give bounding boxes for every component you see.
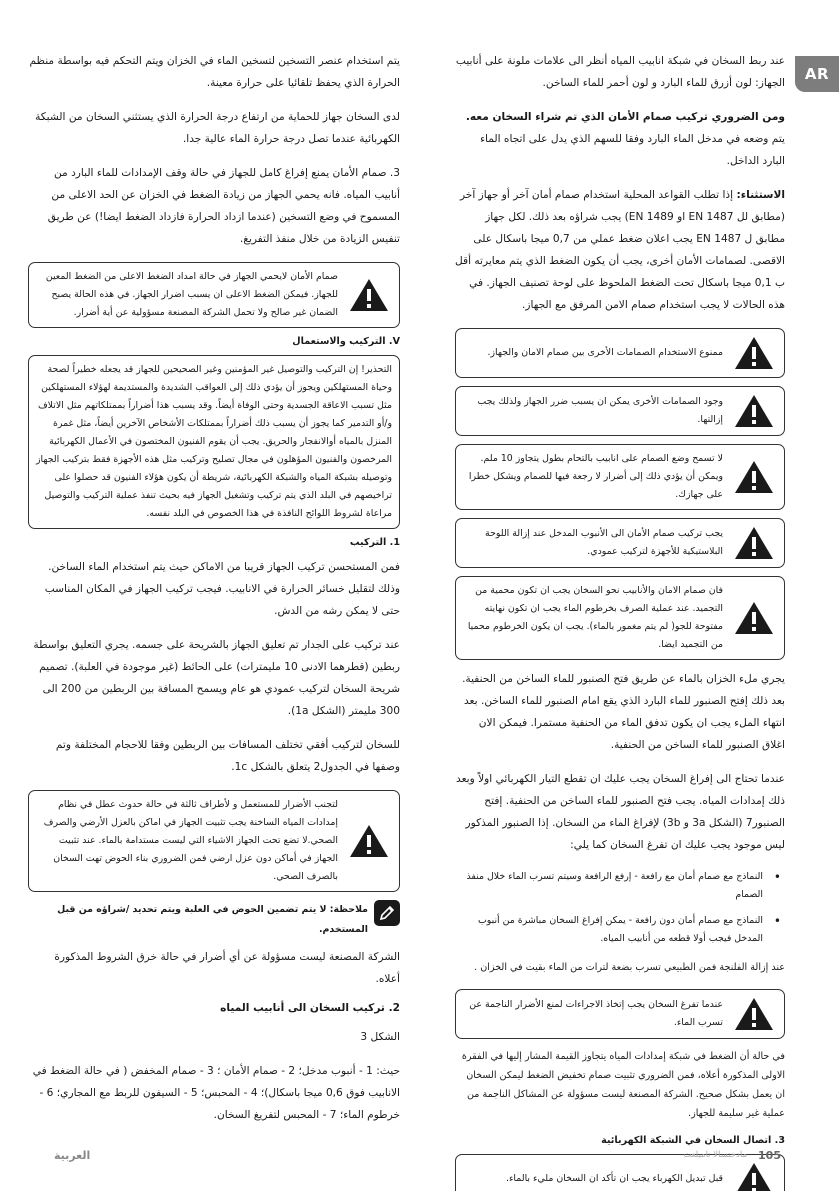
paragraph-mount-location: فمن المستحسن تركيب الجهاز قريبا من الاماكن حيث يتم استخدام الماء الساخن. وذلك لتقليل خسائر الحرارة في الانابيب. فيجب تركيب الجهاز في المكان المناسب حتى لا يمكن رشه من الدش. <box>44 561 400 617</box>
paragraph-mount-horizontal: للسخان لتركيب أفقي تختلف المسافات بين الربطين وفقا للاحجام المختلفة وتم وصفها في الجدول2 يتعلق بالشكل 1c. <box>55 739 400 773</box>
warning-box <box>455 576 785 660</box>
list-item: • النماذج مع صمام أمان مع رافعة - إرفع الرافعة وسيتم تسرب الماء خلال منفذ الصمام <box>455 868 785 904</box>
paragraph-pressure: في حالة أن الضغط في شبكة إمدادات المياه يتجاوز القيمة المشار إليها في الفقرة الاولى المذكورة أعلاه، فمن الضروري تثبيت صمام تخفيض الضغط ليمكن السخان ان يعمل بشكل صحيح. الشركة المصنعة ليست مسؤولة عن المشاكل الناجمة من عملية غير سليمة للجهاز. <box>461 1051 785 1119</box>
warning-triangle-icon <box>346 822 392 860</box>
pencil-note-icon <box>374 900 400 926</box>
warning-box <box>455 386 785 436</box>
valve-emphasis: ومن الضروري تركيب صمام الأمان الذي تم شراء السخان معه. <box>465 111 785 123</box>
paragraph-valve <box>455 106 785 172</box>
warning-text: عندما تفرغ السخان يجب إتخاذ الاجراءات لمنع الأضرار الناجمة عن تسرب الماء. <box>469 999 723 1028</box>
warning-text: ممنوع الاستخدام الصمامات الأخرى بين صمام الامان والجهاز. <box>487 347 723 358</box>
paragraph-protection: لدى السخان جهاز للحماية من ارتفاع درجة الحرارة الذي يستثني السخان من الشبكة الكهربائية عندما تصل درجة حرارة الماء عالية جدا. <box>35 111 400 145</box>
section-heading-pipes: 2. تركيب السخان الى أنابيب المياه <box>220 1002 400 1014</box>
paragraph-drain: عندما تحتاج الى إفراغ السخان يجب عليك ان تقطع التيار الكهربائي اولاً وبعد ذلك إمدادات المياه. يجب فتح الصنبور للماء الساخن من الحنفية. إفتح الصنبور7 (الشكل 3a و 3b) لإفراغ الماء من السخان. إذا الصنبور المذكور ليس موجود يجب عليك ان تفرغ السخان كما يلي: <box>456 773 785 851</box>
language-tab: AR <box>795 56 839 92</box>
section-heading-mount: 1. التركيب <box>349 537 400 548</box>
valve-text: يتم وضعه في مدخل الماء البارد وفقا للسهم الذي يدل على اتجاه الماء البارد الداخل. <box>480 133 785 167</box>
figure-label: الشكل 3 <box>360 1031 400 1043</box>
warning-triangle-icon <box>731 334 777 372</box>
warning-text: التحذير! إن التركيب والتوصيل غير المؤمنين وغير الصحيحين للجهاز قد يجعله خطيراً لصحة وحياة المستهلكين ويجوز أن يؤدي ذلك إلى العواقب الشديدة والمستديمة لهؤلاء المستهلكين مثل تسبب الاعاقة الجسدية وحتى الوفاة أيضاً. وقد يسبب هذا أضراراً بممتلكاتهم مثل الاتلاف و/أو التدمير كما يجوز أن يسبب ذلك أضراراً بممتلكات الأشخاص الآخرين أيضاً، مثل غمرة المنزل بالمياه أوالانفجار والحريق. يجب أن يقوم الفنيون المختصون في الأعمال الكهربائية المرخصون والفنيون المؤهلون في مجال تصليح وتركيب مثل هذه الأجهزة فقط بتركيب الجهاز وتوصيله بشبكة المياه والشبكة الكهربائية، شريطة أن يكون هؤلاء الفنيون قد حصلوا على تراخيصهم في البلد الذي يتم تركيب وتشغيل الجهاز فيه بحيث تنفذ عملية التركيب والتوصيل مراعاة لشروط اللوائح النافذة في هذا الخصوص في البلد نفسه. <box>36 364 392 519</box>
note-row <box>28 900 400 940</box>
warning-box <box>455 328 785 378</box>
list-item: • النماذج مع صمام أمان دون رافعة - يمكن إفراغ السخان مباشرة من أنبوب المدخل فيجب أولا قطعه من أنابيب المياه. <box>455 912 785 948</box>
paragraph-legend: حيث: 1 - أنبوب مدخل؛ 2 - صمام الأمان ؛ 3 - صمام المخفض ( في حالة الضغط في الانابيب فوق 0,6 ميجا باسكال)؛ 4 - المحبس؛ 5 - السيفون للربط مع المجاري؛ 6 - خرطوم الماء؛ 7 - المحبس لتفريغ السخان. <box>32 1065 400 1121</box>
warning-box <box>455 989 785 1039</box>
warning-box <box>28 262 400 328</box>
footer-doc-title: مادختسالا تاميلعت <box>683 1150 747 1160</box>
warning-text: قبل تبديل الكهرباء يجب ان تأكد ان السخان مليء بالماء. <box>506 1173 723 1184</box>
left-column <box>28 50 400 1138</box>
warning-text: فان صمام الامان والأنابيب نحو السخان يجب ان تكون محمية من التجميد. عند عملية الصرف بخرطوم الماء يجب ان تكون نهايته مفتوحة للجو( لم يتم مغمور بالماء). يجب ان يكون الخرطوم محميا من التجميد ايضا. <box>467 585 723 650</box>
paragraph-mount-wall: عند تركيب على الجدار تم تعليق الجهاز بالشريحة على جسمه. يجري التعليق بواسطة ربطين (قطرهما الادنى 10 مليمترات) على الحائط (غير موجودة في العلبة). تصميم شريحة السخان لتركيب عمودي هو عام ويسمح المسافة بين الربطين من 200 الى 300 مليمتر (الشكل 1a). <box>33 639 400 717</box>
paragraph-exception <box>455 184 785 316</box>
paragraph-note: الشركة المصنعة ليست مسؤولة عن أي أضرار في حالة خرق الشروط المذكورة أعلاه. <box>54 951 400 985</box>
warning-text: لا تسمح وضع الصمام على انابيب بالتحام بطول يتجاوز 10 ملم. ويمكن أن يؤدي ذلك إلى أضرار لا رجعة فيها للصمام ويشكل خطرا على جهازك. <box>468 453 723 500</box>
paragraph-heater: يتم استخدام عنصر التسخين لتسخين الماء في الخزان ويتم التحكم فيه بواسطة منظم الحرارة الذي يحفظ تلقائيا على حرارة معينة. <box>29 55 400 89</box>
right-column <box>455 50 785 1191</box>
note-title: ملاحظة: لا يتم تضمين الحوض في العلبة ويتم تحديد /شراؤه من قبل المستخدم. <box>57 904 368 935</box>
paragraph-flange: عند إزالة الفلنجة فمن الطبيعي تسرب بضعة لترات من الماء بقيت في الخزان . <box>474 962 785 973</box>
paragraph-fill: يجري ملء الخزان بالماء عن طريق فتح الصنبور للماء الساخن من الحنفية. بعد ذلك إفتح الصنبور للماء البارد الذي يقع امام الصنبور للماء الساخن. بعد انتهاء الملء يجب ان يكون تدفق الماء من الحنفية مستمرا. فيمكن الان اغلاق الصنبور للماء الساخن من الحنفية. <box>462 673 785 751</box>
paragraph-safety-valve: 3. صمام الأمان يمنع إفراغ كامل للجهاز في حالة وقف الإمدادات للماء البارد من أنابيب المياه. فانه يحمي الجهاز من زيادة الضغط في الخزان عن الحد الاعلى من المسموح في وضع التسخين (عندما ازداد الحرارة فازداد الضغط ايضا!) عن طريق تنفيس الزيادة من خلال منفذ التفريغ. <box>47 167 400 245</box>
drain-options-list <box>455 868 785 948</box>
paragraph-intro: عند ربط السخان في شبكة انابيب المياه أنظر الى علامات ملونة على أنابيب الجهاز: لون أزرق للماء البارد و لون أحمر للماء الساخن. <box>455 55 785 89</box>
page-footer <box>0 1149 839 1169</box>
section-heading-install: V. التركيب والاستعمال <box>292 336 400 347</box>
warning-triangle-icon <box>731 599 777 637</box>
warning-triangle-icon <box>731 392 777 430</box>
warning-triangle-icon <box>346 276 392 314</box>
warning-box <box>455 518 785 568</box>
section-heading-electric: 3. اتصال السخان في الشبكة الكهربائية <box>601 1135 785 1146</box>
warning-triangle-icon <box>731 995 777 1033</box>
footer-language-name: العربية <box>54 1149 91 1162</box>
warning-text: صمام الأمان لايحمي الجهاز في حالة امداد الضغط الاعلى من الضغط المعين للجهاز. فيمكن الضغط الاعلى ان يسبب اضرار الجهاز. في هذه الحالة يصبح الضمان غير صالح ولا تحمل الشركة المصنعة مسؤولية عن أية أضرار. <box>45 271 338 318</box>
warning-box <box>28 790 400 892</box>
warning-text: لتجنب الأضرار للمستعمل و لأطراف ثالثة في حالة حدوث عطل في نظام إمدادات المياه الساخنة يجب تثبيت الجهاز في اماكن بالعزل الأرضي والصرف الصحي.لا تضع تحت الجهاز الاشياء التي ليست مستدامة بالماء. عند تثبيت الجهاز في أماكن دون عزل ارضي فمن الضروري بناء الحوض تهت السخان بالصرف الصحي. <box>43 799 338 882</box>
warning-box <box>455 444 785 510</box>
warning-text: وجود الصمامات الأخرى يمكن ان يسبب ضرر الجهاز ولذلك يجب إزالتها. <box>477 396 723 425</box>
warning-text: يجب تركيب صمام الأمان الى الأنبوب المدخل عند إزالة اللوحة البلاستيكية للأجهزة لتركيب عمودي. <box>485 528 723 557</box>
exception-text: إذا تطلب القواعد المحلية استخدام صمام أمان آخر أو جهاز آخر (مطابق لل EN 1487 او EN 1489) يجب شراؤه بعد ذلك. لكل جهاز مطابق ل EN 1487 يجب اعلان ضغط عملي من 0,7 ميجا باسكال على الاقصى. لصمامات الأمان أخرى، يجب أن يكون الضغط الذي يتم معايرته أقل ب 0,1 ميجا باسكال تحت الضغط الملحوظ على لوحة تصنيف الجهاز. في هذه الحالات لا يجب استخدام صمام الامن المرفق مع الجهاز. <box>454 189 785 311</box>
warning-triangle-icon <box>731 458 777 496</box>
warning-box <box>28 355 400 529</box>
warning-triangle-icon <box>731 524 777 562</box>
exception-label: الاستثناء: <box>736 189 785 201</box>
page-number: 105 <box>758 1149 781 1162</box>
